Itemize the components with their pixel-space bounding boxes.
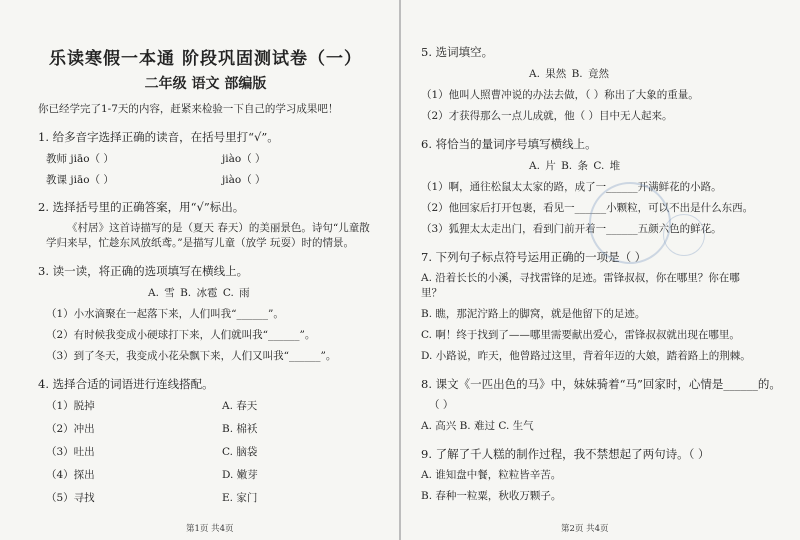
question-8-options: A. 高兴 B. 难过 C. 生气 <box>421 420 534 432</box>
question-9 <box>421 446 782 504</box>
left-page <box>0 0 399 540</box>
question-5-options: A. 果然 B. 竟然 <box>529 68 609 80</box>
paper-title: 乐读寒假一本通 阶段巩固测试卷（一） <box>49 49 362 69</box>
question-3-options: A. 雪 B. 冰雹 C. 雨 <box>148 287 250 299</box>
question-5-line: （2）才获得那么一点儿成就，他（ ）目中无人起来。 <box>421 110 673 122</box>
question-3-line: （2）有时候我变成小硬球打下来，人们就叫我“______”。 <box>46 329 316 341</box>
question-2 <box>38 199 399 251</box>
page-footer-left: 第1页 共4页 <box>186 524 234 534</box>
question-7-text: 7. 下列句子标点符号运用正确的一项是（ ） <box>421 250 647 264</box>
pinyin-option: jiào（ ） <box>222 174 266 186</box>
question-2-text: 2. 选择括号里的正确答案，用“√”标出。 <box>38 200 245 214</box>
pinyin-option: 教课 jiāo（ ） <box>46 174 114 186</box>
question-3-line: （1）小水滴聚在一起落下来，人们叫我“______”。 <box>46 308 284 320</box>
match-left: （1）脱掉 <box>46 400 95 412</box>
page-footer-right: 第2页 共4页 <box>561 524 609 534</box>
match-row <box>46 490 399 505</box>
match-right: A. 春天 <box>222 400 258 412</box>
question-6-line: （3）狐狸太太走出门，看到门前开着一______五颜六色的鲜花。 <box>421 223 722 235</box>
match-left: （5）寻找 <box>46 492 95 504</box>
watermark-stamp <box>589 182 671 264</box>
question-4 <box>38 376 399 505</box>
question-8-paren: （ ） <box>429 399 454 411</box>
question-7-option: D. 小路说，昨天，他曾路过这里，背着年迈的大娘，踏着路上的荆棘。 <box>421 350 751 362</box>
match-row <box>46 467 399 482</box>
pinyin-row-1 <box>46 151 399 166</box>
pinyin-option: 教师 jiāo（ ） <box>46 153 114 165</box>
question-7-option: C. 啊！终于找到了——哪里需要献出爱心，雷锋叔叔就出现在哪里。 <box>421 329 740 341</box>
question-9-text: 9. 了解了千人糕的制作过程，我不禁想起了两句诗。（ ） <box>421 447 710 461</box>
question-5 <box>421 44 782 124</box>
question-9-option: A. 谁知盘中餐，粒粒皆辛苦。 <box>421 469 562 481</box>
question-2-body: 《村居》这首诗描写的是（夏天 春天）的美丽景色。诗句“儿童散学归来早，忙趁东风放纸鸢。”是描写儿童（放学 玩耍）时的情景。 <box>46 222 370 249</box>
question-3-line: （3）到了冬天，我变成小花朵飘下来，人们又叫我“______”。 <box>46 350 337 362</box>
match-left: （2）冲出 <box>46 423 95 435</box>
question-9-option: B. 春种一粒粟，秋收万颗子。 <box>421 490 562 502</box>
question-1-text: 1. 给多音字选择正确的读音，在括号里打“√”。 <box>38 130 279 144</box>
match-left: （4）探出 <box>46 469 95 481</box>
question-3-text: 3. 读一读，将正确的选项填写在横线上。 <box>38 264 249 278</box>
question-5-text: 5. 选词填空。 <box>421 45 494 59</box>
question-8-text: 8. 课文《一匹出色的马》中，妹妹骑着“马”回家时，心情是______的。 <box>421 377 781 391</box>
question-6-line: （1）啊，通往松鼠太太家的路，成了一______开满鲜花的小路。 <box>421 181 722 193</box>
match-left: （3）吐出 <box>46 446 95 458</box>
match-row <box>46 398 399 413</box>
question-7-option: A. 沿着长长的小溪，寻找雷锋的足迹。雷锋叔叔，你在哪里？你在哪里？ <box>421 272 740 299</box>
question-6-text: 6. 将恰当的量词序号填写横线上。 <box>421 137 597 151</box>
question-6-line: （2）他回家后打开包裹，看见一______小颗粒，可以不出是什么东西。 <box>421 202 754 214</box>
right-page <box>401 0 800 540</box>
question-8 <box>421 376 782 434</box>
match-row <box>46 421 399 436</box>
match-right: E. 家门 <box>222 492 258 504</box>
match-right: C. 脑袋 <box>222 446 258 458</box>
question-5-line: （1）他叫人照曹冲说的办法去做，（ ）称出了大象的重量。 <box>421 89 699 101</box>
intro-text: 你已经学完了1-7天的内容，赶紧来检验一下自己的学习成果吧！ <box>38 103 339 115</box>
pinyin-row-2 <box>46 172 399 187</box>
question-3 <box>38 263 399 364</box>
question-6-options: A. 片 B. 条 C. 堆 <box>529 160 621 172</box>
question-7-option: B. 瞧，那泥泞路上的脚窝，就是他留下的足迹。 <box>421 308 646 320</box>
pinyin-option: jiào（ ） <box>222 153 266 165</box>
question-4-text: 4. 选择合适的词语进行连线搭配。 <box>38 377 214 391</box>
question-1 <box>38 129 399 187</box>
match-right: B. 棉袄 <box>222 423 258 435</box>
match-right: D. 嫩芽 <box>222 469 258 481</box>
question-7 <box>421 249 782 364</box>
paper-subtitle: 二年级 语文 部编版 <box>144 76 267 92</box>
watermark-stamp-small <box>663 214 705 256</box>
match-row <box>46 444 399 459</box>
